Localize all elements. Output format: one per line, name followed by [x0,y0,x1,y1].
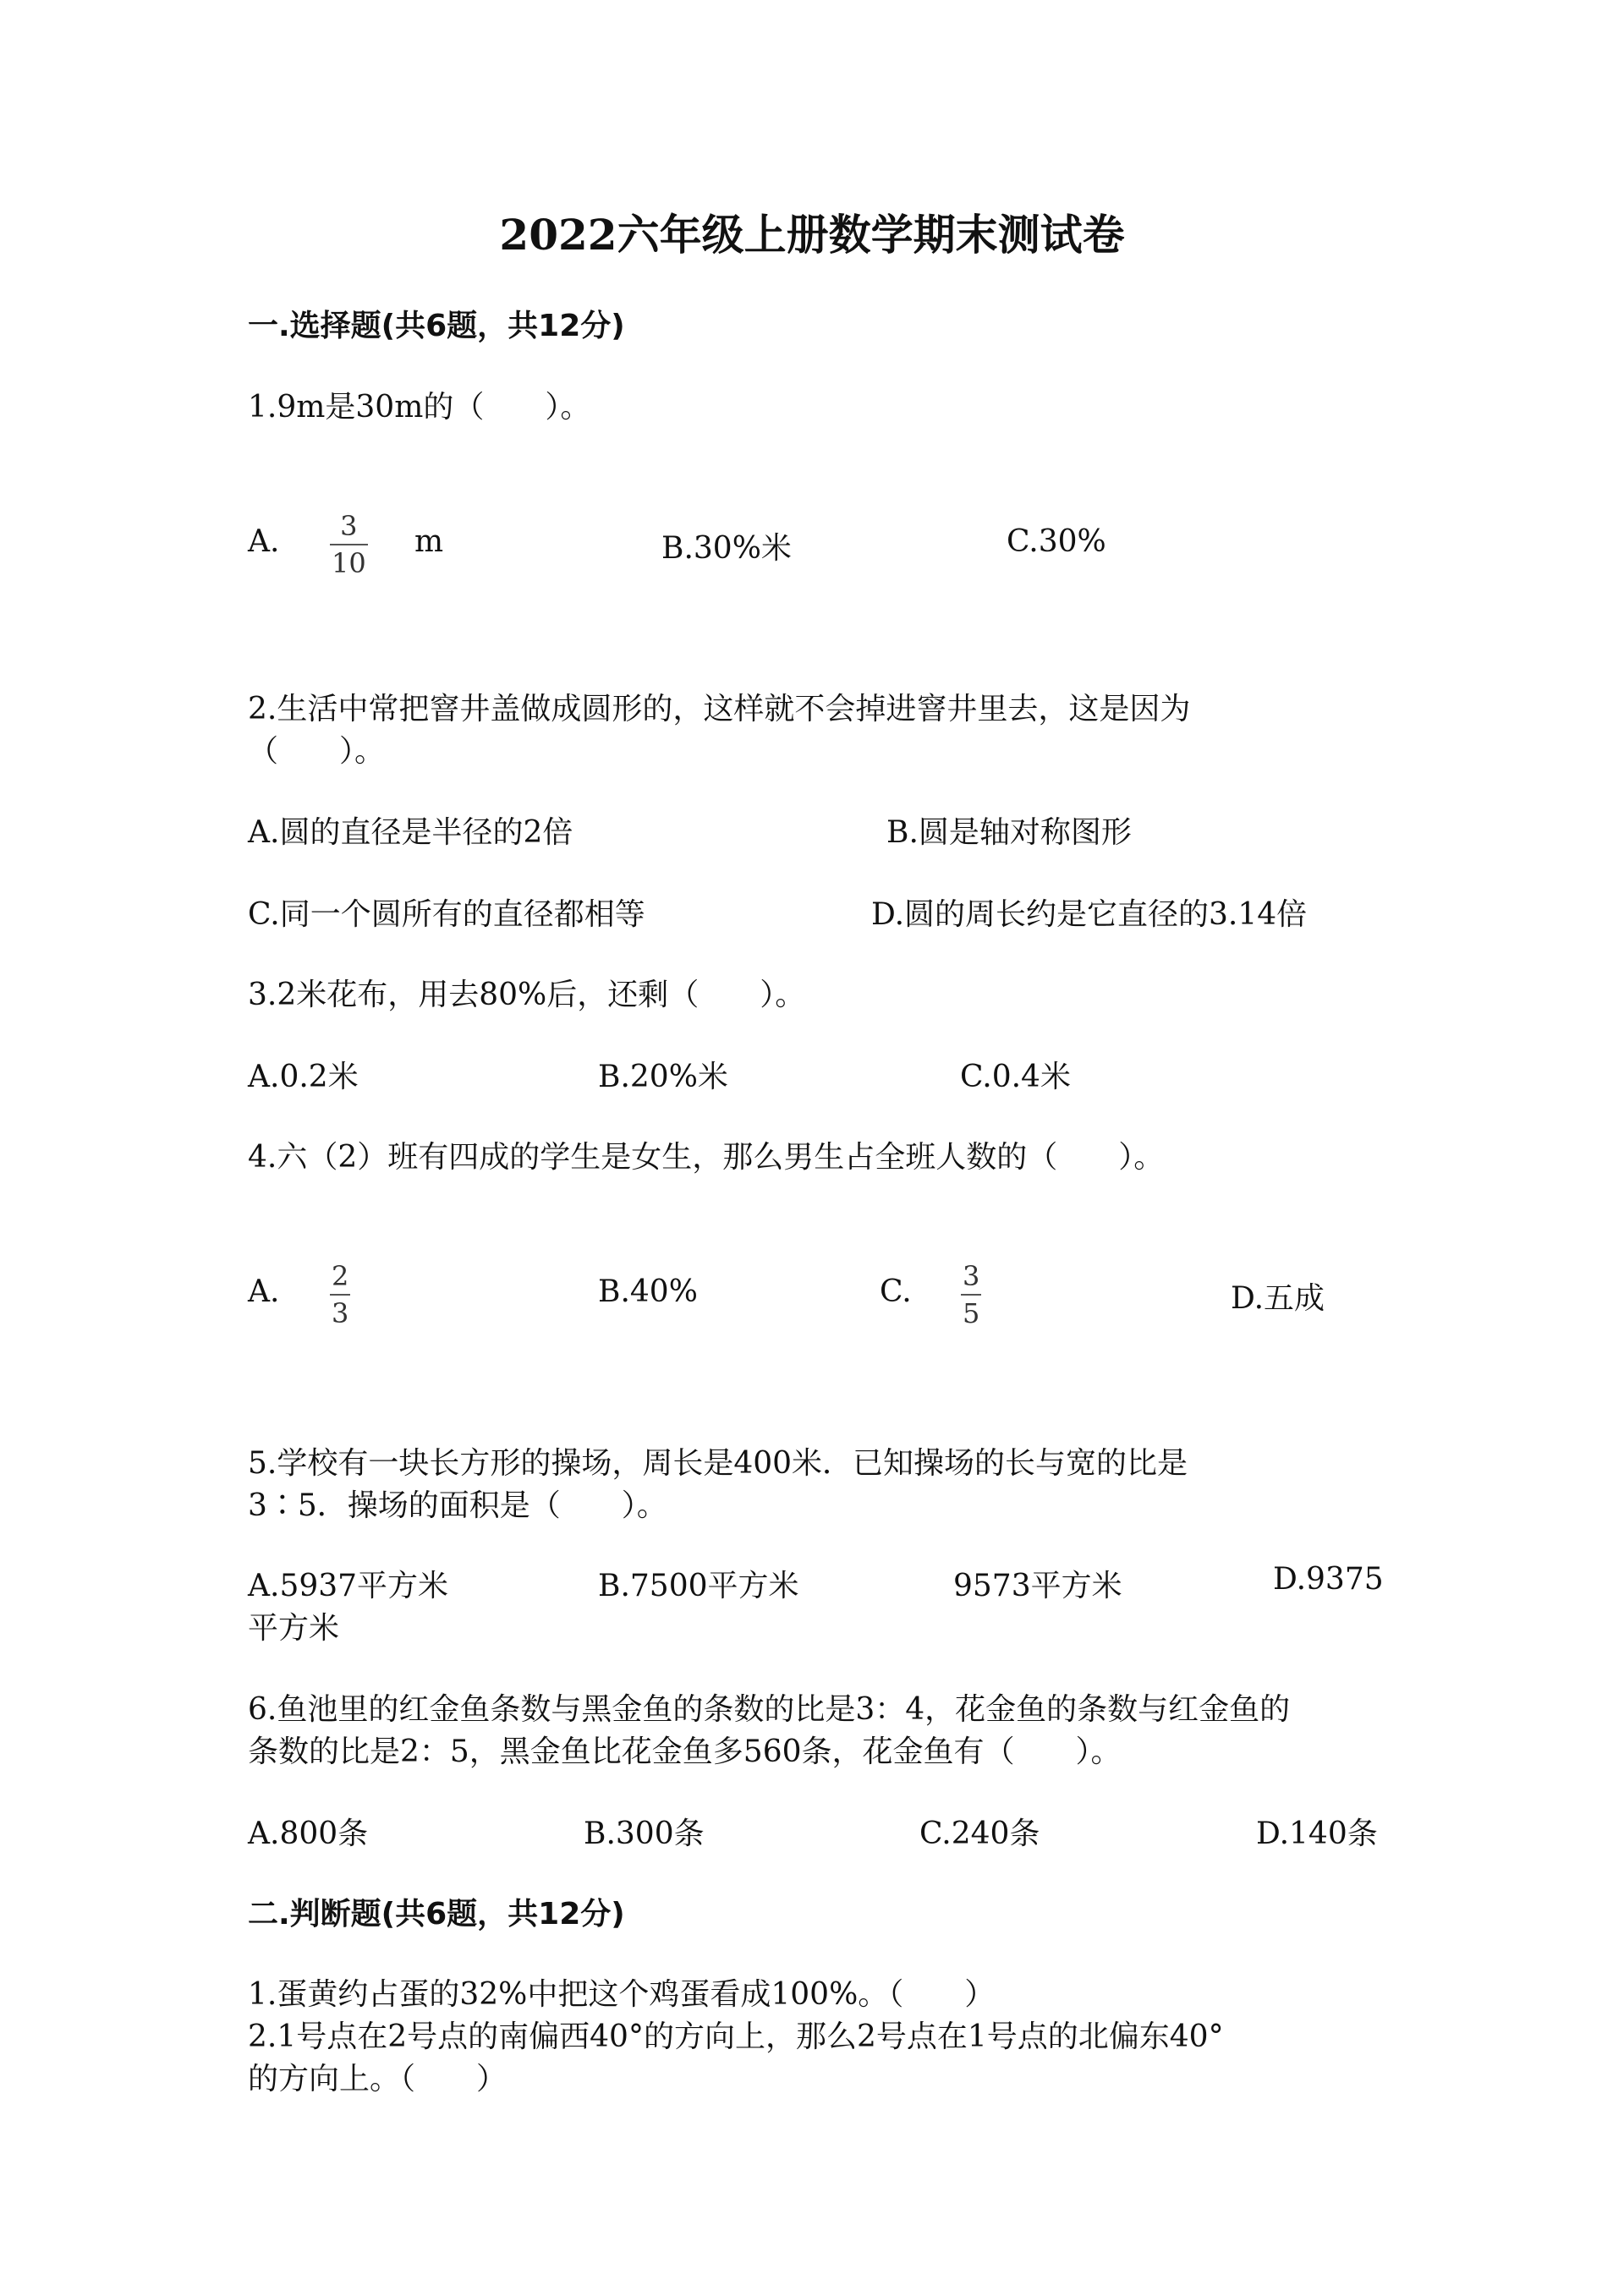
question-4-stem: 4.六（2）班有四成的学生是女生，那么男生占全班人数的（ ）。 [248,1140,1165,1175]
question-6-stem-line-2: 条数的比是2：5，黑金鱼比花金鱼多560条，花金鱼有（ ）。 [248,1734,1122,1769]
question-5-stem-line-1: 5.学校有一块长方形的操场，周长是400米．已知操场的长与宽的比是 [248,1446,1188,1481]
judgement-question-1: 1.蛋黄约占蛋的32%中把这个鸡蛋看成100%。（ ） [248,1977,996,2012]
question-4-option-c-fraction [961,1262,981,1328]
question-4-option-a-label: A. [248,1274,280,1309]
fraction-bar [330,544,368,545]
question-1-option-b: B.30%米 [661,531,792,566]
fraction-bar [330,1294,350,1296]
question-6-option-c: C.240条 [919,1817,1040,1851]
fraction-numerator: 3 [340,510,358,542]
judgement-question-2-line-1: 2.1号点在2号点的南偏西40°的方向上，那么2号点在1号点的北偏东40° [248,2019,1224,2054]
question-2-stem-line-2: （ ）。 [248,734,386,769]
question-3-option-b: B.20%米 [598,1060,728,1094]
fraction-bar [961,1294,981,1296]
question-5-stem-line-2: 3∶5．操场的面积是（ ）。 [248,1488,667,1523]
question-5-option-b: B.7500平方米 [598,1569,799,1603]
question-4-option-d: D.五成 [1231,1281,1325,1316]
question-5-option-d-continued: 平方米 [248,1611,340,1646]
question-1-option-c: C.30% [1007,524,1106,559]
section-heading-judgement: 二.判断题(共6题，共12分) [248,1897,625,1932]
question-6-option-b: B.300条 [584,1817,705,1851]
question-3-option-a: A.0.2米 [248,1060,359,1094]
question-2-option-c: C.同一个圆所有的直径都相等 [248,897,645,932]
question-2-option-b: B.圆是轴对称图形 [886,815,1132,850]
question-5-option-a: A.5937平方米 [248,1569,449,1603]
question-2-option-a: A.圆的直径是半径的2倍 [248,815,573,850]
question-2-option-d: D.圆的周长约是它直径的3.14倍 [871,897,1308,932]
question-2-stem-line-1: 2.生活中常把窨井盖做成圆形的，这样就不会掉进窨井里去，这是因为 [248,692,1191,726]
question-3-stem: 3.2米花布，用去80%后，还剩（ ）。 [248,978,806,1012]
question-1-option-a-unit: m [414,524,444,559]
question-4-option-c-label: C. [880,1274,912,1309]
question-6-stem-line-1: 6.鱼池里的红金鱼条数与黑金鱼的条数的比是3：4，花金鱼的条数与红金鱼的 [248,1692,1291,1727]
question-3-option-c: C.0.4米 [960,1060,1071,1094]
question-1-option-a-fraction [330,512,368,578]
question-6-option-a: A.800条 [248,1817,369,1851]
question-5-option-d: D.9375 [1273,1562,1384,1597]
page-title: 2022六年级上册数学期末测试卷 [499,210,1125,260]
question-1-stem: 1.9m是30m的（ ）。 [248,390,591,425]
fraction-denominator: 3 [332,1297,349,1329]
section-heading-choice: 一.选择题(共6题，共12分) [248,309,625,343]
question-4-option-a-fraction [330,1262,350,1328]
question-5-option-c: 9573平方米 [953,1569,1122,1603]
fraction-numerator: 3 [963,1260,980,1292]
fraction-denominator: 10 [332,547,366,579]
question-4-option-b: B.40% [598,1274,698,1309]
question-1-option-a-label: A. [248,524,280,559]
fraction-denominator: 5 [963,1297,980,1329]
judgement-question-2-line-2: 的方向上。（ ） [248,2062,508,2096]
question-6-option-d: D.140条 [1256,1817,1378,1851]
fraction-numerator: 2 [332,1260,349,1292]
